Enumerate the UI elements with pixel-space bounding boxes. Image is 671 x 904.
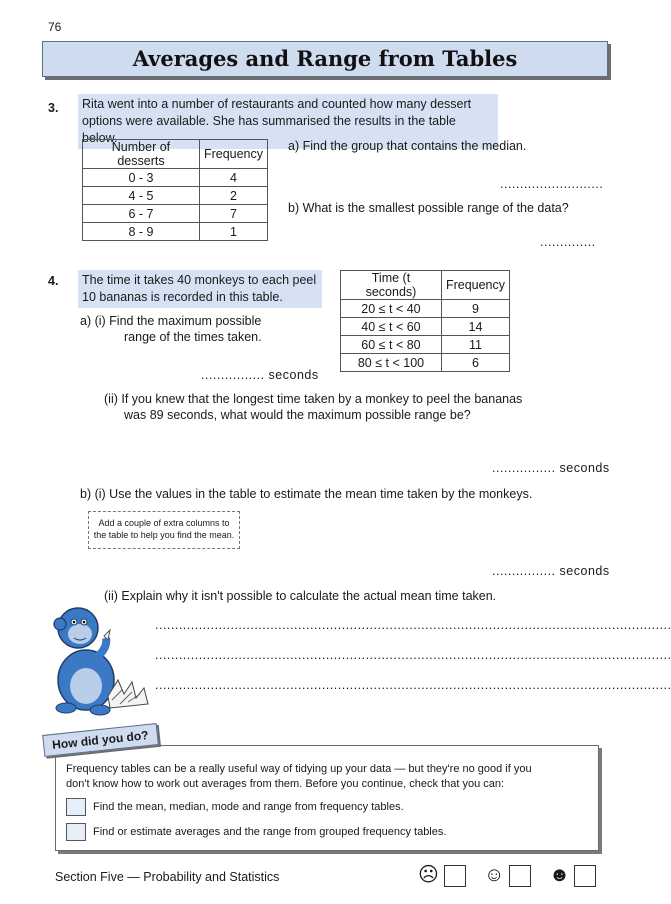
happy-face-icon: ☻ <box>549 864 571 886</box>
hint-line2: the table to help you find the mean. <box>93 530 235 540</box>
table-cell: 6 - 7 <box>83 205 200 223</box>
q4-intro-line2: 10 bananas is recorded in this table. <box>82 290 283 304</box>
q4-b-ii: (ii) Explain why it isn't possible to calculate the actual mean time taken. <box>104 589 497 603</box>
q3-answer-a[interactable]: .......................... <box>500 177 604 191</box>
monkey-illustration <box>48 600 160 718</box>
table-cell: 7 <box>199 205 267 223</box>
check-item-2: Find or estimate averages and the range from grouped frequency tables. <box>93 826 447 838</box>
table-row <box>341 336 510 354</box>
checkbox-2[interactable] <box>66 823 86 841</box>
footer-section: Section Five — Probability and Statistics <box>55 870 280 884</box>
table-cell: 4 <box>199 169 267 187</box>
answer-line-1[interactable]: .................................................................................................................................. <box>155 618 671 632</box>
q3-answer-b[interactable]: .............. <box>540 235 596 249</box>
neutral-face-icon: ☺ <box>484 864 505 886</box>
q4-table <box>340 270 510 372</box>
answer-line-2[interactable]: .................................................................................................................................. <box>155 648 671 662</box>
table-cell: 8 - 9 <box>83 223 200 241</box>
sad-face-icon: ☹ <box>418 864 439 886</box>
table-cell: 40 ≤ t < 60 <box>341 318 442 336</box>
page-number: 76 <box>48 20 62 34</box>
table-cell: 60 ≤ t < 80 <box>341 336 442 354</box>
table-row <box>83 187 268 205</box>
q4-a-ii-line2: was 89 seconds, what would the maximum possible range be? <box>124 408 471 422</box>
q4-intro-line1: The time it takes 40 monkeys to each peel <box>82 273 317 287</box>
q3-intro-line2: options were available. She has summarised the results in the table below. <box>82 114 456 145</box>
table-row <box>83 223 268 241</box>
q3-header-desserts: Number of desserts <box>83 140 200 169</box>
table-cell: 6 <box>441 354 509 372</box>
check-item-1: Find the mean, median, mode and range from frequency tables. <box>93 801 404 813</box>
q3-part-a: a) Find the group that contains the median. <box>288 139 527 153</box>
q4-header-time: Time (t seconds) <box>341 271 442 300</box>
table-cell: 4 - 5 <box>83 187 200 205</box>
table-row <box>83 169 268 187</box>
q4-a-i-line1: a) (i) Find the maximum possible <box>80 314 262 328</box>
table-cell: 2 <box>199 187 267 205</box>
table-row <box>341 318 510 336</box>
summary-text-line2: don't know how to work out averages from them. Before you continue, check that you can: <box>66 778 505 790</box>
q3-part-b: b) What is the smallest possible range of the data? <box>288 201 569 215</box>
q4-intro <box>78 270 322 308</box>
q4-b-i-answer[interactable]: ................ seconds <box>492 564 610 578</box>
q4-header-frequency: Frequency <box>441 271 509 300</box>
hint-box <box>88 511 240 549</box>
how-did-you-do-tab: How did you do? <box>42 723 158 757</box>
q4-number: 4. <box>48 274 59 288</box>
summary-text-line1: Frequency tables can be a really useful way of tidying up your data — but they're no good if you <box>66 763 532 775</box>
table-cell: 20 ≤ t < 40 <box>341 300 442 318</box>
q3-table <box>82 139 268 241</box>
q4-b-i: b) (i) Use the values in the table to estimate the mean time taken by the monkeys. <box>80 487 533 501</box>
q3-header-frequency: Frequency <box>199 140 267 169</box>
rating-box-neutral[interactable] <box>509 865 531 887</box>
q4-a-i-line2: range of the times taken. <box>124 330 262 344</box>
q3-intro-line1: Rita went into a number of restaurants and counted how many dessert <box>82 97 472 111</box>
q4-a-ii-answer[interactable]: ................ seconds <box>492 461 610 475</box>
table-row <box>83 205 268 223</box>
table-cell: 1 <box>199 223 267 241</box>
rating-box-sad[interactable] <box>444 865 466 887</box>
q4-a-i-answer[interactable]: ................ seconds <box>201 368 319 382</box>
table-cell: 11 <box>441 336 509 354</box>
q4-a-ii-line1: (ii) If you knew that the longest time taken by a monkey to peel the bananas <box>104 392 523 406</box>
q3-number: 3. <box>48 101 59 115</box>
table-cell: 9 <box>441 300 509 318</box>
table-cell: 80 ≤ t < 100 <box>341 354 442 372</box>
table-row <box>341 354 510 372</box>
page-title: Averages and Range from Tables <box>132 46 518 71</box>
checkbox-1[interactable] <box>66 798 86 816</box>
table-cell: 0 - 3 <box>83 169 200 187</box>
title-banner <box>42 41 608 77</box>
table-cell: 14 <box>441 318 509 336</box>
hint-line1: Add a couple of extra columns to <box>98 518 230 528</box>
answer-line-3[interactable]: .................................................................................................................................. <box>155 678 671 692</box>
rating-box-happy[interactable] <box>574 865 596 887</box>
table-row <box>341 300 510 318</box>
